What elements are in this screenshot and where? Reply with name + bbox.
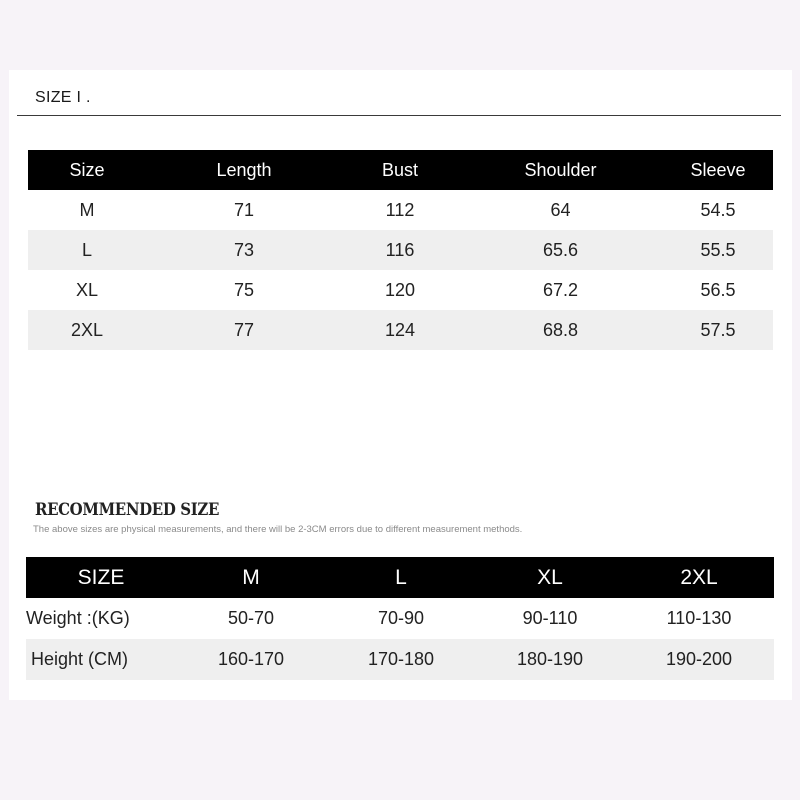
measurement-note: The above sizes are physical measurements, and there will be 2-3CM errors due to different measurement methods. [33, 524, 523, 535]
cell-bust: 112 [385, 199, 415, 220]
header-length: Length [216, 159, 272, 180]
recommended-header-row [26, 557, 774, 598]
cell-size: 2XL [70, 319, 104, 340]
cell-length: 75 [233, 279, 255, 300]
cell-m: 160-170 [217, 649, 285, 669]
header-shoulder: Shoulder [524, 159, 597, 180]
table-row [28, 310, 773, 350]
recommended-size-title: RECOMMENDED SIZE [35, 500, 220, 520]
divider [17, 115, 781, 116]
cell-l: 170-180 [367, 649, 435, 669]
table-row [26, 639, 774, 680]
cell-shoulder: 65.6 [542, 239, 579, 260]
header-2xl: 2XL [680, 565, 718, 589]
header-bust: Bust [381, 159, 419, 180]
cell-sleeve: 54.5 [700, 199, 736, 220]
cell-2xl: 110-130 [666, 608, 732, 628]
cell-shoulder: 68.8 [542, 319, 579, 340]
header-m: M [242, 565, 260, 589]
cell-xl: 90-110 [522, 608, 578, 628]
header-size: SIZE [77, 565, 125, 589]
header-l: L [395, 565, 407, 589]
cell-shoulder: 64 [550, 199, 571, 220]
table-row [26, 598, 774, 639]
header-size: Size [69, 159, 105, 180]
cell-size: M [79, 199, 95, 220]
recommended-size-table [26, 557, 774, 680]
header-xl: XL [537, 565, 563, 589]
cell-l: 70-90 [377, 608, 425, 628]
cell-xl: 180-190 [516, 649, 584, 669]
cell-sleeve: 57.5 [700, 319, 736, 340]
size-table [28, 150, 773, 350]
size-chart-card [9, 70, 792, 700]
table-row [28, 190, 773, 230]
cell-shoulder: 67.2 [542, 279, 579, 300]
size-table-header-row [28, 150, 773, 190]
size-section-title: SIZE I . [35, 89, 91, 106]
cell-length: 71 [233, 199, 255, 220]
cell-size: XL [75, 279, 99, 300]
row-label-weight: Weight :(KG) [26, 608, 130, 628]
cell-bust: 116 [385, 239, 415, 260]
header-sleeve: Sleeve [690, 159, 746, 180]
cell-bust: 120 [384, 279, 416, 300]
row-label-height: Height (CM) [31, 649, 129, 669]
cell-length: 77 [233, 319, 255, 340]
table-row [28, 270, 773, 310]
cell-sleeve: 55.5 [700, 239, 736, 260]
cell-2xl: 190-200 [665, 649, 733, 669]
cell-m: 50-70 [227, 608, 275, 628]
cell-sleeve: 56.5 [700, 279, 736, 300]
cell-bust: 124 [384, 319, 416, 340]
table-row [28, 230, 773, 270]
cell-length: 73 [233, 239, 255, 260]
cell-size: L [81, 239, 92, 260]
